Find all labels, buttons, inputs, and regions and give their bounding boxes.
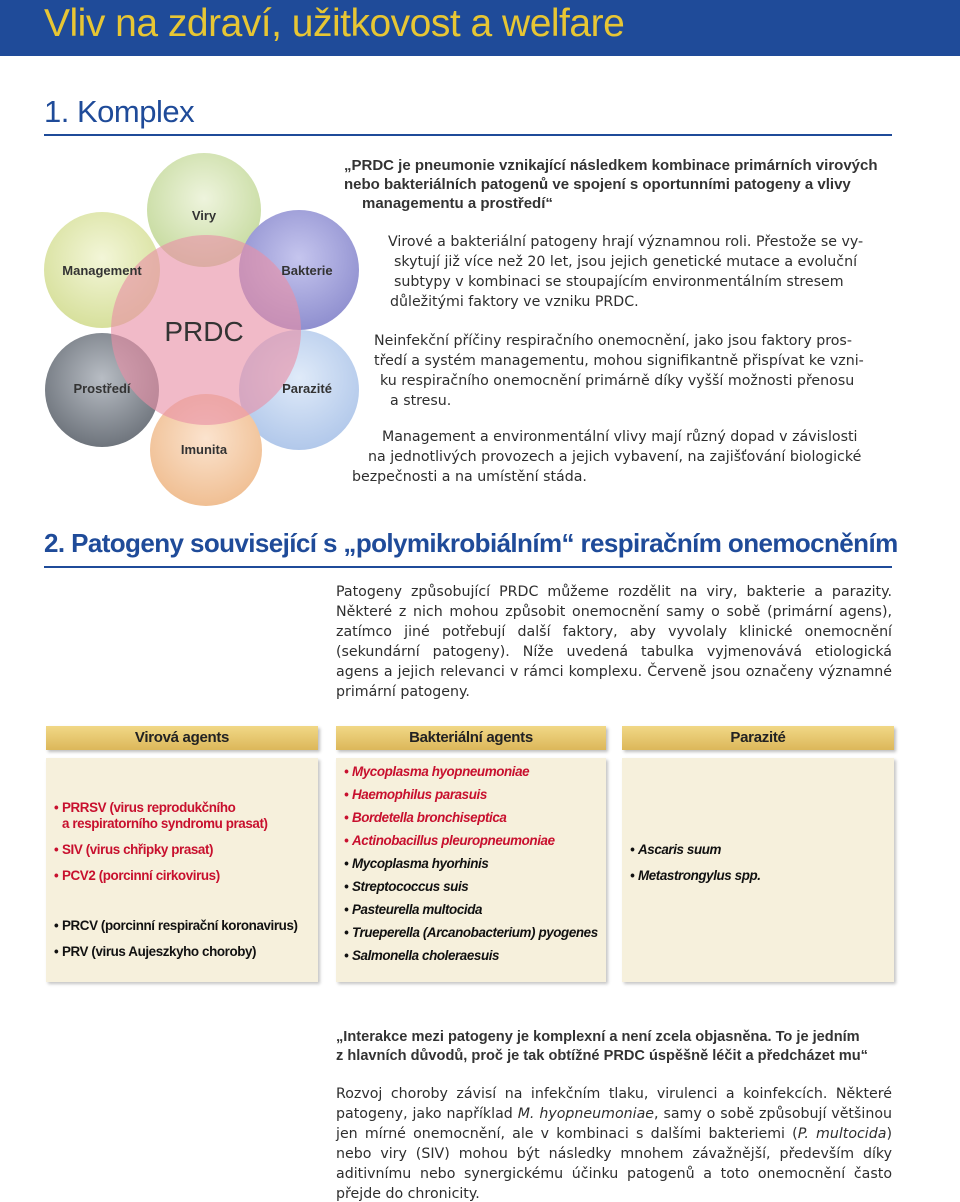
quote-line: „PRDC je pneumonie vznikající následkem kombinace primárních virových (344, 157, 878, 174)
list-item: • Mycoplasma hyorhinis (344, 856, 489, 871)
text-line: agens a jejich relevanci v rámci komplexu. Červeně jsou označeny významné (336, 664, 892, 680)
text-line: ku respiračního onemocnění primárně díky vyšší možnosti přenosu (380, 373, 855, 389)
list-item: • PRCV (porcinní respirační koronavirus) (54, 918, 298, 933)
table-column-parasites (622, 726, 894, 982)
text-line: tředí a systém managementu, mohou signifikantně přispívat ke vzni- (374, 353, 864, 369)
section1-para3 (352, 427, 892, 487)
section1-title: 1. Komplex (44, 94, 195, 129)
text-line: a stresu. (390, 393, 452, 409)
list-item: • Ascaris suum (630, 842, 722, 857)
list-item: • Bordetella bronchiseptica (344, 810, 507, 825)
label-parazite: Parazité (282, 381, 332, 396)
header-bar (0, 0, 960, 56)
section2-intro (336, 582, 892, 702)
list-item: • Salmonella choleraesuis (344, 948, 500, 963)
quote-line: managementu a prostředí“ (362, 195, 553, 212)
label-viry: Viry (191, 208, 217, 223)
table-column-viral (46, 726, 318, 982)
section1-quote (344, 156, 904, 213)
section1-para2 (374, 331, 894, 411)
quote-line: z hlavních důvodů, proč je tak obtížné PRDC úspěšně léčit a předcházet mu“ (336, 1048, 868, 1064)
list-item: • Trueperella (Arcanobacterium) pyogenes (344, 925, 598, 940)
text-line: Rozvoj choroby závisí na infekčním tlaku, virulenci a koinfekcích. Některé (336, 1086, 892, 1102)
list-item: • PRRSV (virus reprodukčního (54, 800, 236, 815)
text-line: přejde do chronicity. (336, 1186, 480, 1202)
section1-para1 (388, 232, 888, 312)
viral-primary-list (54, 800, 314, 894)
list-item: • PCV2 (porcinní cirkovirus) (54, 868, 220, 883)
list-item: • PRV (virus Aujeszkyho choroby) (54, 944, 257, 959)
section2-quote (336, 1028, 896, 1066)
table-body-bacterial (336, 758, 606, 982)
text-line: aditivnímu nebo synergickému účinku patogenů a toto onemocnění často (336, 1166, 892, 1182)
text-line: jen mírné onemocnění, ale v kombinaci s dalšími bakteriemi (P. multocida) (336, 1126, 892, 1142)
bacterial-primary-list (344, 764, 602, 849)
text-line: patogeny, jako například M. hyopneumoniae, samy o sobě způsobují většinou (336, 1106, 892, 1122)
section1-rule (44, 134, 892, 136)
list-item: • Mycoplasma hyopneumoniae (344, 764, 530, 779)
list-item: • Metastrongylus spp. (630, 868, 761, 883)
label-imunita: Imunita (180, 442, 228, 457)
text-line: na jednotlivých provozech a jejich vybavení, na zajišťování biologické (368, 449, 862, 465)
text-line: bezpečnosti a na umístění stáda. (352, 469, 587, 485)
section2-final-para (336, 1084, 892, 1202)
label-management: Management (62, 263, 142, 278)
label-prostredi: Prostředí (73, 381, 131, 396)
list-item: • Haemophilus parasuis (344, 787, 487, 802)
text-line: zatímco jiné potřebují další faktory, aby vyvolaly klinické onemocnění (336, 624, 892, 640)
section2-title: 2. Patogeny související s „polymikrobiálním“ respiračním onemocněním (44, 528, 898, 558)
list-item: • Pasteurella multocida (344, 902, 483, 917)
bacterial-secondary-list (344, 856, 602, 964)
quote-line: nebo bakteriálních patogenů ve spojení s oportunními patogeny a vlivy (344, 176, 851, 193)
table-body-viral (46, 758, 318, 982)
text-line: Neinfekční příčiny respiračního onemocnění, jako jsou faktory pros- (374, 333, 852, 349)
list-item: • Actinobacillus pleuropneumoniae (344, 833, 555, 848)
label-prdc: PRDC (164, 316, 244, 347)
list-item: a respiratorního syndromu prasat) (62, 816, 268, 831)
parasites-list (630, 842, 890, 884)
list-item: • SIV (virus chřipky prasat) (54, 842, 214, 857)
text-line: Některé z nich mohou způsobit onemocnění samy o sobě (primární agens), (336, 604, 892, 620)
text-line: subtypy v kombinaci se stoupajícím environmentálním stresem (394, 274, 844, 290)
section2-rule (44, 566, 892, 568)
text-line: Virové a bakteriální patogeny hrají významnou roli. Přestože se vy- (388, 234, 864, 250)
table-header-bacterial: Bakteriální agents (336, 726, 606, 750)
viral-secondary-list (54, 918, 314, 960)
prdc-diagram (44, 150, 374, 510)
text-line: skytují již více než 20 let, jsou jejich genetické mutace a evoluční (394, 254, 858, 270)
label-bakterie: Bakterie (281, 263, 333, 278)
table-column-bacterial (336, 726, 606, 982)
page-title: Vliv na zdraví, užitkovost a welfare (44, 2, 625, 45)
table-header-viral: Virová agents (46, 726, 318, 750)
text-line: (sekundární patogeny). Níže uvedená tabulka vyjmenovává etiologická (336, 644, 892, 660)
list-item: • Streptococcus suis (344, 879, 469, 894)
text-line: primární patogeny. (336, 684, 470, 700)
text-line: Management a environmentální vlivy mají různý dopad v závislosti (382, 429, 858, 445)
text-line: nebo viry (SIV) mohou být následky mnohem závažnější, především díky (336, 1146, 892, 1162)
text-line: Patogeny způsobující PRDC můžeme rozdělit na viry, bakterie a parazity. (336, 584, 892, 600)
quote-line: „Interakce mezi patogeny je komplexní a není zcela objasněna. To je jedním (336, 1029, 860, 1045)
table-body-parasites (622, 758, 894, 982)
table-header-parasites: Parazité (622, 726, 894, 750)
text-line: důležitými faktory ve vzniku PRDC. (390, 294, 639, 310)
